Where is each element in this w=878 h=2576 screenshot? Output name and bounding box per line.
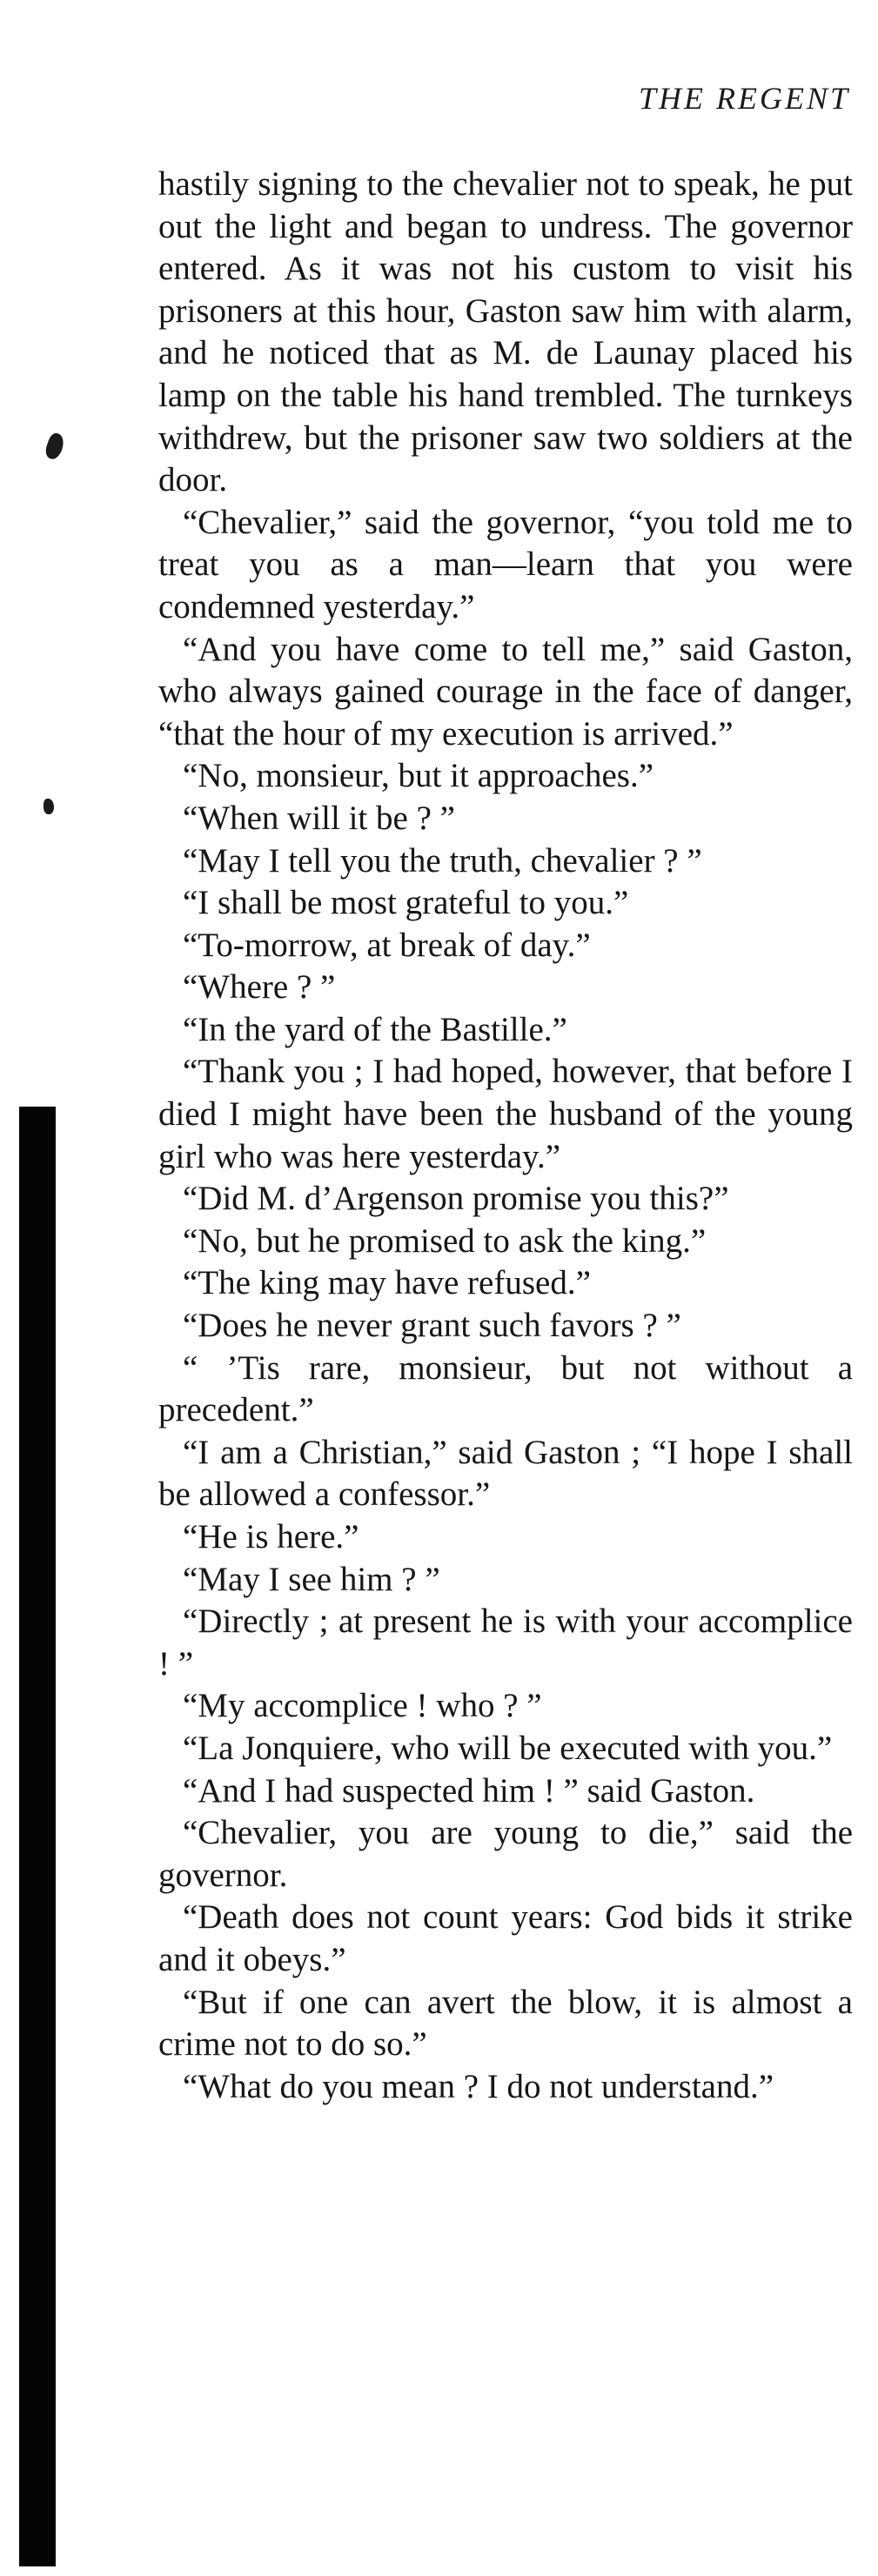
paragraph: “No, monsieur, but it approaches.” [183,757,654,795]
margin-ink-mark [44,799,54,814]
paragraph: “Where ? ” [183,968,336,1007]
running-head: THE REGENT [638,81,850,116]
binding-shadow-bar [19,1107,31,2566]
paragraph: “And I had suspected him ! ” said Gaston. [183,1771,755,1810]
body-text [158,164,853,2108]
paragraph: “The king may have refused.” [183,1264,591,1302]
paragraph: “Chevalier, you are young to die,” said the governor. [158,1814,853,1894]
paragraph: “Death does not count years: God bids it strike and it obeys.” [158,1898,853,1978]
paragraph: “Did M. d’Argenson promise you this?” [183,1180,729,1218]
paragraph: “May I tell you the truth, chevalier ? ” [183,841,702,880]
paragraph: “When will it be ? ” [183,799,455,837]
paragraph: “He is here.” [183,1518,359,1556]
paragraph: “But if one can avert the blow, it is almost a crime not to do so.” [158,1983,853,2064]
paragraph: “My accomplice ! who ? ” [183,1687,542,1725]
paragraph: “May I see him ? ” [183,1560,440,1598]
paragraph: “No, but he promised to ask the king.” [183,1221,707,1260]
paragraph: “To-morrow, at break of day.” [183,926,591,964]
margin-ink-mark [43,432,66,461]
paragraph: hastily signing to the chevalier not to speak, he put out the light and began to undress. The governor entered. As it was not his custom to visit his prisoners at this hour, Gaston saw him with alarm, and he noticed that as M. de Launay placed his lamp on the table his hand trembled. The turnkeys withdrew, but the prisoner saw two soldiers at the door. [158,165,853,499]
paragraph: “In the yard of the Bastille.” [183,1010,567,1048]
paragraph: “I am a Christian,” said Gaston ; “I hope I shall be allowed a confessor.” [158,1433,853,1514]
paragraph: “I shall be most grateful to you.” [183,884,629,922]
paragraph: “Thank you ; I had hoped, however, that before I died I might have been the husband of the young girl who was here yesterday.” [158,1053,853,1175]
paragraph: “Directly ; at present he is with your accomplice ! ” [158,1602,853,1683]
paragraph: “And you have come to tell me,” said Gaston, who always gained courage in the face of danger, “that the hour of my execution is arrived.” [158,630,853,753]
paragraph: “What do you mean ? I do not understand.” [183,2067,774,2105]
paragraph: “Does he never grant such favors ? ” [183,1307,681,1345]
paragraph: “ ’Tis rare, monsieur, but not without a precedent.” [158,1348,853,1429]
paragraph: “Chevalier,” said the governor, “you told me to treat you as a man—learn that you were condemned yesterday.” [158,503,853,626]
paragraph: “La Jonquiere, who will be executed with you.” [183,1729,833,1767]
